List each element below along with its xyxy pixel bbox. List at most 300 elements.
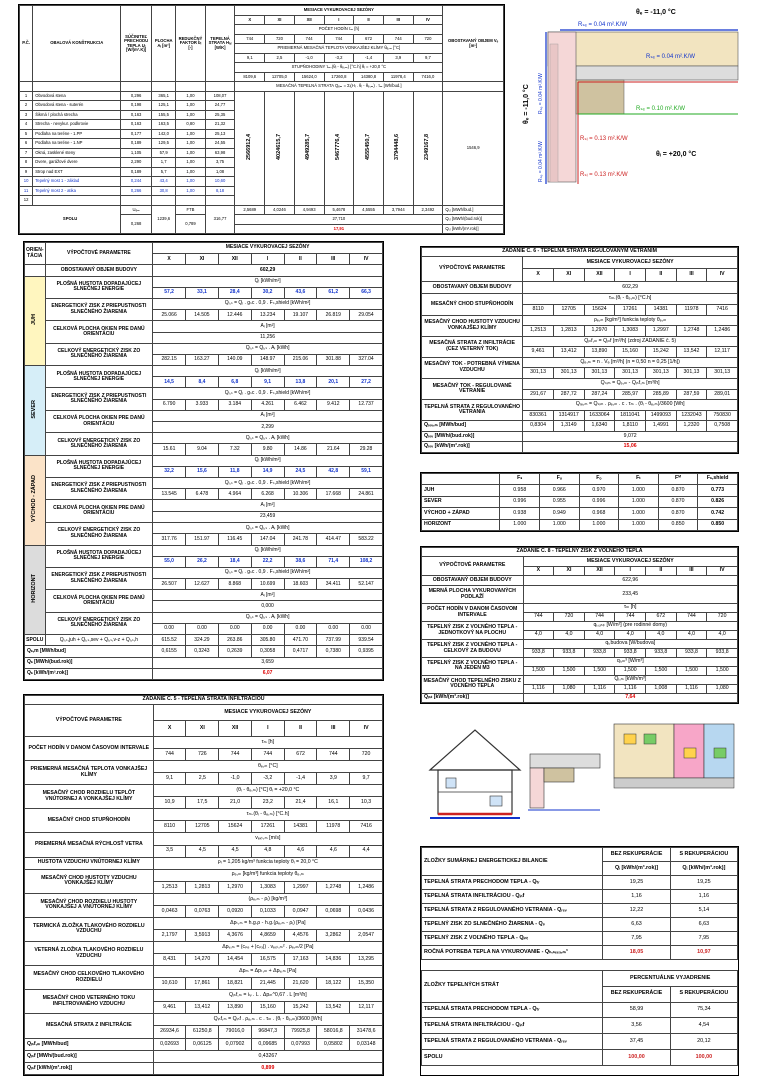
factor-cell: 0.958: [500, 485, 540, 496]
infiltration-row: [25, 869, 383, 881]
density-cell: 15,6: [186, 466, 219, 477]
area: 5,7: [152, 167, 176, 177]
param-label: PLOŠNÁ HUSTOTA DOPADAJÚCEJ SLNEČNEJ ENERGIE: [45, 366, 153, 388]
density-cell: 38,6: [284, 556, 317, 567]
row-number: 9: [20, 167, 33, 177]
param-unit: τₘ.(θᵢ - θₑ,ₘ) [°C.h]: [153, 809, 382, 821]
value-cell: 10,3: [350, 797, 383, 809]
area: [152, 196, 176, 206]
monthly-loss-vertical: [294, 91, 324, 205]
param-unit: ρₑ,ₘ [kg/m³] funkcia teploty θₑ,ₘ: [523, 315, 738, 326]
heat-loss: 24,55: [205, 139, 235, 149]
total-cell: 215.06: [284, 354, 317, 365]
value-cell: 1,500: [584, 666, 615, 675]
value-cell: 14,270: [186, 954, 219, 966]
value-cell: 21,620: [284, 978, 317, 990]
temp-label: PRIEMERNÁ MESAČNÁ TEPLOTA VONKAJŠEJ KLÍMY θₑ,ₘ [°C]: [235, 44, 443, 54]
total-cell: 583.22: [350, 534, 383, 545]
value-cell: 1,2813: [186, 881, 219, 893]
row-number: 11: [20, 186, 33, 196]
internal-gain-row: [422, 658, 738, 667]
gain-cell: 6.268: [251, 489, 284, 500]
u-value: 1,105: [121, 148, 152, 158]
summary-value: 6,63: [603, 918, 670, 932]
factor-cell: 0.996: [500, 496, 540, 507]
value-cell: 14381: [284, 821, 317, 833]
value-cell: 744: [676, 613, 707, 622]
param-label: PLOŠNÁ HUSTOTA DOPADAJÚCEJ SLNEČNEJ ENERGIE: [45, 545, 153, 567]
value-cell: 720: [350, 749, 383, 761]
density-cell: 14,9: [251, 466, 284, 477]
area: 30,8: [152, 186, 176, 196]
shade-header: Fᵤ: [540, 474, 580, 485]
resistance-label: Rₛₑ = 0.04 m².K/W: [538, 141, 544, 182]
internal-gains-section: [420, 546, 739, 704]
value-cell: 1811041: [615, 410, 646, 421]
hours-cell: 720: [413, 34, 443, 44]
gain-cell: 26.819: [317, 310, 350, 321]
degree-hours-cell: 14380,8: [354, 72, 384, 82]
heat-loss: 1,08: [205, 167, 235, 177]
value-cell: 3,2862: [317, 929, 350, 941]
gain-cell: 12.627: [186, 579, 219, 590]
qy-value: 9,072: [523, 431, 738, 442]
value-cell: 744: [251, 749, 284, 761]
share-header: ZLOŽKY TEPELNÝCH STRÁT: [422, 971, 603, 1003]
total-cell: 414.47: [317, 534, 350, 545]
param-header: VÝPOČTOVÉ PARAMETRE: [25, 705, 154, 737]
heat-loss: 25,13: [205, 129, 235, 139]
area-value: 11,256: [153, 332, 383, 343]
u-value: 0,296: [121, 91, 152, 101]
solar-density-label-row: [25, 366, 383, 377]
value-cell: 933,8: [646, 649, 677, 658]
qsk-label: Qₛ [kWh/(m³.rok)]: [25, 668, 153, 679]
value-cell: 13,412: [553, 347, 584, 358]
param-unit: Δpₘ = Δpₜ,ₘ + Δpᵥ,ₘ [Pa]: [153, 966, 382, 978]
param-label: MESAČNÁ STRATA Z INFILTRÁCIE: [25, 1014, 154, 1038]
param-label: TERMICKÁ ZLOŽKA TLAKOVÉHO ROZDIELU VZDUCHU: [25, 917, 154, 941]
summary-row: [422, 932, 738, 946]
value-cell: 1,2486: [707, 326, 738, 337]
month-header: IV: [707, 269, 738, 281]
param-unit: Qᵢ,ₛ = Qᵢ,ₛ . Aᵢ [kWh]: [153, 522, 383, 533]
volume-label: OBOSTAVANÝ OBJEM BUDOVY: [422, 281, 523, 294]
param-label: CELKOVÝ ENERGETICKÝ ZISK ZO SLNEČNÉHO ŽIARENIA: [45, 612, 153, 635]
resistance-label: Rₛₑ = 0.04 m².K/W: [578, 22, 627, 28]
value-cell: 12705: [186, 821, 219, 833]
shade-header: Fₛ,shield: [698, 474, 738, 485]
param-label: CELKOVÁ PLOCHA OKIEN PRE DANÚ ORIENTÁCIU: [45, 410, 153, 432]
qm-cell: 0,7508: [707, 421, 738, 432]
value-cell: -1,4: [284, 773, 317, 785]
area: 142,0: [152, 129, 176, 139]
spolu-formula: Qᵢ,ₛ,juh + Qᵢ,ₛ,sev + Qᵢ,ₛ,v-z + Qᵢ,ₛ,h: [45, 635, 153, 646]
b-factor: 1,00: [176, 139, 205, 149]
summary-label: TEPELNÁ STRATA INFILTRÁCIOU - Qᵢₙf: [422, 890, 603, 904]
u-value: 0,163: [121, 110, 152, 120]
row-number: 3: [20, 110, 33, 120]
gain-cell: 13.234: [251, 310, 284, 321]
shading-row: [422, 496, 738, 507]
month-header: XII: [219, 720, 252, 736]
value-cell: 58016,8: [317, 1026, 350, 1038]
qk-value: 15,06: [523, 442, 738, 453]
degree-hours-label: STUPŇOHODINY τₘ.(θᵢ - θₑ,ₘ) [°C.h] θᵢ = +20,0 °C: [235, 63, 443, 73]
construction-name: Strecha - nevykur. podkrovie: [33, 120, 121, 130]
value-cell: 1633064: [584, 410, 615, 421]
construction-name: Tepelný most 1 - základ: [33, 177, 121, 187]
value-cell: 289,01: [707, 389, 738, 400]
month-header: XI: [265, 15, 295, 25]
months-title: MESIACE VYKUROVACEJ SEZÓNY: [523, 257, 738, 269]
gain-cell: 12.446: [218, 310, 251, 321]
value-cell: 13,890: [219, 1002, 252, 1014]
value-cell: 285,97: [615, 389, 646, 400]
gain-cell: 19.107: [284, 310, 317, 321]
u-value: 0,189: [121, 139, 152, 149]
total-cell: 0.00: [153, 623, 186, 634]
value-cell: 287,72: [553, 389, 584, 400]
param-unit: Aᵢ [m²]: [153, 321, 383, 332]
loss-share-table: [421, 970, 738, 1066]
area-label: MERNÁ PLOCHA VYKUROVANÝCH PODLAŽÍ: [422, 586, 524, 604]
shade-header: [422, 474, 500, 485]
qk-value: 0,899: [153, 1062, 382, 1074]
value-cell: 61250,8: [186, 1026, 219, 1038]
summary-value: 7,95: [603, 932, 670, 946]
density-cell: 26,2: [186, 556, 219, 567]
area: 57,9: [152, 148, 176, 158]
area-value: 23,459: [153, 511, 383, 522]
qk-label: Qᵢₙf [kWh/(m³.rok)]: [25, 1062, 154, 1074]
param-header: VÝPOČTOVÉ PARAMETRE: [45, 243, 153, 265]
summary-label: TEPELNÁ STRATA Z REGULOVANÉHO VETRANIA - Qᵣₑᵥ: [422, 904, 603, 918]
value-cell: 16,1: [317, 797, 350, 809]
param-label: MESAČNÝ CHOD ROZDIELU HUSTOTY VONKAJŠEJ A VNÚTORNEJ KLÍMY: [25, 893, 154, 917]
value-cell: -1,0: [219, 773, 252, 785]
temp-cell: 9,7: [413, 53, 443, 63]
u-value: 0,177: [121, 129, 152, 139]
value-cell: 1,500: [523, 666, 554, 675]
value-cell: 9,7: [350, 773, 383, 785]
factor-cell: 0.850: [658, 519, 698, 530]
value-cell: 4,6: [284, 845, 317, 857]
resistance-label: Rₛₑ = 0.04 m².K/W: [538, 73, 544, 114]
infiltration-row: [25, 736, 383, 748]
area: 129,5: [152, 139, 176, 149]
value-cell: 744: [153, 749, 186, 761]
share-row: [422, 1018, 738, 1034]
specific-loss: 17,91: [235, 224, 443, 234]
density-cell: 28,4: [218, 287, 251, 298]
share-value: 20,12: [670, 1034, 737, 1050]
factor-cell: 1.000: [619, 496, 659, 507]
solar-density-label-row: [25, 545, 383, 556]
orientation-label: [25, 366, 46, 456]
gain-cell: 4.964: [218, 489, 251, 500]
factor-cell: 0.966: [540, 485, 580, 496]
value-cell: 13,412: [186, 1002, 219, 1014]
monthly-loss-vertical: [354, 91, 384, 205]
u-value: [121, 196, 152, 206]
qm-cell: 1,8110: [615, 421, 646, 432]
factor-cell: 0.949: [540, 508, 580, 519]
summary-col-recovery: S REKUPERÁCIOU: [670, 848, 737, 862]
gain-cell: 14.505: [186, 310, 219, 321]
area-value: 2,299: [153, 422, 383, 433]
value-cell: 830361: [523, 410, 554, 421]
u-value: 0,266: [121, 186, 152, 196]
wall-detail-icon: [528, 754, 600, 810]
month-header: III: [676, 566, 707, 576]
monthly-loss-value: 4024615,7: [275, 134, 282, 161]
factor-cell: 1.000: [579, 519, 619, 530]
value-cell: 4,3676: [219, 929, 252, 941]
value-cell: 933,8: [615, 649, 646, 658]
shading-row: [422, 508, 738, 519]
spolu-cell: 939.54: [350, 635, 383, 646]
density-cell: 20,1: [317, 377, 350, 388]
value-cell: 7416: [707, 305, 738, 316]
value-cell: 1,3083: [251, 881, 284, 893]
value-cell: 9,1: [153, 773, 186, 785]
value-cell: 1,080: [554, 684, 585, 693]
value-cell: 14,454: [219, 954, 252, 966]
area: 1,7: [152, 158, 176, 168]
spolu-cell: 324.29: [186, 635, 219, 646]
value-cell: 1,116: [615, 684, 646, 693]
volume-value: 602,29: [523, 281, 738, 294]
annual-total: 27,710: [235, 215, 443, 225]
months-title: MESIACE VYKUROVACEJ SEZÓNY: [523, 557, 737, 567]
share-value: 75,34: [670, 1002, 737, 1018]
house-section-icon: [430, 730, 520, 818]
row-number: 5: [20, 129, 33, 139]
degree-hours-cell: 12705,0: [265, 72, 295, 82]
param-unit: τₘ.(θᵢ - θₑ,ₘ) [°C.h]: [523, 294, 738, 305]
density-cell: 8,4: [186, 377, 219, 388]
sum-cell: 3,7944: [383, 205, 413, 215]
spolu-label: SPOLU: [25, 635, 46, 646]
gain-cell: 24.861: [350, 489, 383, 500]
value-cell: 4,8: [251, 845, 284, 857]
construction-name: [33, 196, 121, 206]
qm-cell: 0,07993: [284, 1038, 317, 1050]
total-cell: 0.00: [350, 623, 383, 634]
gain-cell: 18.603: [284, 579, 317, 590]
construction-name: Dvere, garážové dvere: [33, 158, 121, 168]
value-cell: 4,0: [584, 631, 615, 640]
value-cell: 301,13: [707, 368, 738, 379]
value-cell: 10,9: [153, 797, 186, 809]
gain-cell: 6.462: [284, 399, 317, 410]
value-cell: 933,8: [554, 649, 585, 658]
heat-loss: 63,98: [205, 148, 235, 158]
summary-unit: Qᵢ [kWh/(m³.rok)]: [670, 862, 737, 876]
hours-cell: 720: [265, 34, 295, 44]
energy-summary-table: [421, 847, 738, 960]
density-cell: 108,2: [350, 556, 383, 567]
col-header-u-value: SÚČINITEĽ PRECHODU TEPLA Uᵢ [W/(m².K)]: [121, 6, 152, 82]
value-cell: 0,0463: [153, 905, 186, 917]
density-cell: 11,8: [218, 466, 251, 477]
sum-cell: 4,9493: [294, 205, 324, 215]
gain-cell: 9.412: [317, 399, 350, 410]
col-header-area: PLOCHA Aᵢ [m²]: [152, 6, 176, 82]
sum-cell: 2,3492: [413, 205, 443, 215]
gain-cell: 3.184: [218, 399, 251, 410]
total-cell: 0.00: [186, 623, 219, 634]
b-factor: 1,00: [176, 101, 205, 111]
ventilation-row: [422, 400, 738, 411]
value-cell: 9,461: [153, 1002, 186, 1014]
u-value: 0,163: [121, 120, 152, 130]
value-cell: 4,8659: [251, 929, 284, 941]
temp-cell: 9,1: [235, 53, 265, 63]
value-cell: 12,117: [350, 1002, 383, 1014]
factor-cell: 0.773: [698, 485, 738, 496]
sum-cell: 4,5555: [354, 205, 384, 215]
value-cell: 301,13: [523, 368, 554, 379]
degree-hours-cell: 8109,6: [235, 72, 265, 82]
qs-cell: 0,6155: [153, 646, 186, 657]
row-number: 6: [20, 139, 33, 149]
summary-row: [422, 904, 738, 918]
value-cell: 18,122: [317, 978, 350, 990]
summary-row: [422, 876, 738, 890]
internal-gain-row: [422, 675, 738, 684]
density-cell: 30,2: [251, 287, 284, 298]
value-cell: 291,67: [523, 389, 554, 400]
heat-loss: 3,75: [205, 158, 235, 168]
qs-cell: 0,3058: [251, 646, 284, 657]
total-cell: 14.86: [284, 444, 317, 455]
share-row: [422, 1002, 738, 1018]
qm-cell: 0,09685: [251, 1038, 284, 1050]
infiltration-row: [25, 785, 383, 797]
degree-hours-cell: 7416,0: [413, 72, 443, 82]
param-label: CELKOVÝ ENERGETICKÝ ZISK ZO SLNEČNÉHO ŽIARENIA: [45, 433, 153, 455]
thermal-bridge-detail: [516, 4, 742, 190]
int-temp-label: θᵢ = +20,0 °C: [656, 151, 697, 158]
row-number: 4: [20, 120, 33, 130]
value-cell: 96847,3: [251, 1026, 284, 1038]
infiltration-row: [25, 966, 383, 978]
value-cell: 15,242: [645, 347, 676, 358]
density-cell: 13,8: [284, 377, 317, 388]
house-drawings: [420, 718, 739, 830]
month-header: II: [284, 720, 317, 736]
u-em-label: Uₑₘ: [121, 205, 152, 215]
param-unit: Qᵢ,ₛ = Qᵢ . gₛc . 0,9 . Fₛ,shield [kWh/m²]: [153, 567, 383, 578]
window-area-label-row: [25, 321, 383, 332]
share-title: PERCENTUÁLNE VYJADRENIE: [603, 971, 738, 987]
value-cell: 17,5: [186, 797, 219, 809]
param-unit: ρₑ,ₘ [kg/m³] funkcia teploty θₑ,ₘ: [153, 869, 382, 881]
value-cell: 13,542: [676, 347, 707, 358]
value-cell: 2,1797: [153, 929, 186, 941]
qy-label: Qᵣₑᵥ [MWh/(bud.rok)]: [422, 431, 523, 442]
month-header: I: [615, 269, 646, 281]
param-label: VETERNÁ ZLOŽKA TLAKOVÉHO ROZDIELU VZDUCHU: [25, 942, 154, 966]
share-value: 58,99: [603, 1002, 670, 1018]
value-cell: 15,350: [350, 978, 383, 990]
monthly-loss-vertical: [324, 91, 354, 205]
summary-value: 19,25: [603, 876, 670, 890]
value-cell: 18,821: [219, 978, 252, 990]
param-unit: Qᵢ,ₘ [kWh/m³]: [523, 675, 737, 684]
share-total-label: SPOLU: [422, 1050, 603, 1066]
factor-cell: 0.955: [540, 496, 580, 507]
orientation-name: SEVER: [422, 496, 500, 507]
value-cell: 15,242: [284, 1002, 317, 1014]
shade-header: Fₜ: [619, 474, 659, 485]
shading-factors-section: [420, 472, 739, 532]
volume-label: OBOSTAVANÝ OBJEM BUDOVY: [422, 576, 524, 586]
share-value: 37,45: [603, 1034, 670, 1050]
construction-name: Šikmá / plochá strecha: [33, 110, 121, 120]
value-cell: 9,461: [523, 347, 554, 358]
volume-value: 622,96: [523, 576, 737, 586]
spolu-cell: 615.52: [153, 635, 186, 646]
month-header: XII: [294, 15, 324, 25]
value-cell: 1232043: [676, 410, 707, 421]
param-unit: Aᵢ [m²]: [153, 410, 383, 421]
value-cell: 4,0: [707, 631, 738, 640]
u-value: 0,244: [121, 177, 152, 187]
resistance-label: Rₛᵢ = 0.13 m².K/W: [580, 136, 628, 142]
value-cell: 14,836: [317, 954, 350, 966]
qs-cell: 0,2639: [218, 646, 251, 657]
param-label: TEPELNÝ ZISK Z VOĽNÉHO TEPLA - JEDNOTKOVÝ NA PLOCHU: [422, 622, 524, 640]
monthly-loss-vertical: [383, 91, 413, 205]
param-unit: Δpₜ,ₘ = h.g.ρ - h.g.(ρₑ,ₘ - ρᵢ) [Pa]: [153, 917, 382, 929]
heat-loss-sum: 316,77: [205, 205, 235, 234]
gain-cell: 52.147: [350, 579, 383, 590]
summary-value: 12,22: [603, 904, 670, 918]
spolu-cell: 737.99: [317, 635, 350, 646]
qm-cell: 0,8304: [523, 421, 554, 432]
param-unit: Qᵢₙf,ₘ = Qᵢₙf . ρₑ,ₘ . c . τₘ . (θᵢ - θₑ,ₘ)/3600 [Wh]: [153, 1014, 382, 1026]
month-header: III: [317, 254, 350, 265]
solar-gain-label-row: [25, 298, 383, 309]
detail-drawing: [516, 4, 742, 190]
share-total: 100,00: [670, 1050, 737, 1066]
value-cell: 0,0436: [350, 905, 383, 917]
param-label: POČET HODÍN V DANOM ČASOVOM INTERVALE: [422, 604, 524, 622]
b-factor: 1,00: [176, 177, 205, 187]
value-cell: 1,2748: [676, 326, 707, 337]
value-cell: 1,2748: [317, 881, 350, 893]
value-cell: 13,542: [317, 1002, 350, 1014]
value-cell: 1,2513: [153, 881, 186, 893]
total-cell: 317.76: [153, 534, 186, 545]
value-cell: 1,116: [676, 684, 707, 693]
value-cell: 744: [584, 613, 615, 622]
value-cell: 21,445: [251, 978, 284, 990]
gain-cell: 4.261: [251, 399, 284, 410]
row-number: 10: [20, 177, 33, 187]
temp-cell: 3,9: [383, 53, 413, 63]
col-header-b-factor: REDUKČNÝ FAKTOR bᵢ [-]: [176, 6, 205, 82]
infiltration-loss-table: [24, 695, 383, 1075]
gain-cell: 6.478: [186, 489, 219, 500]
value-cell: 287,24: [584, 389, 615, 400]
qs-cell: 0,7380: [317, 646, 350, 657]
month-header: I: [615, 566, 646, 576]
monthly-loss-value: 4555450,7: [364, 134, 371, 161]
